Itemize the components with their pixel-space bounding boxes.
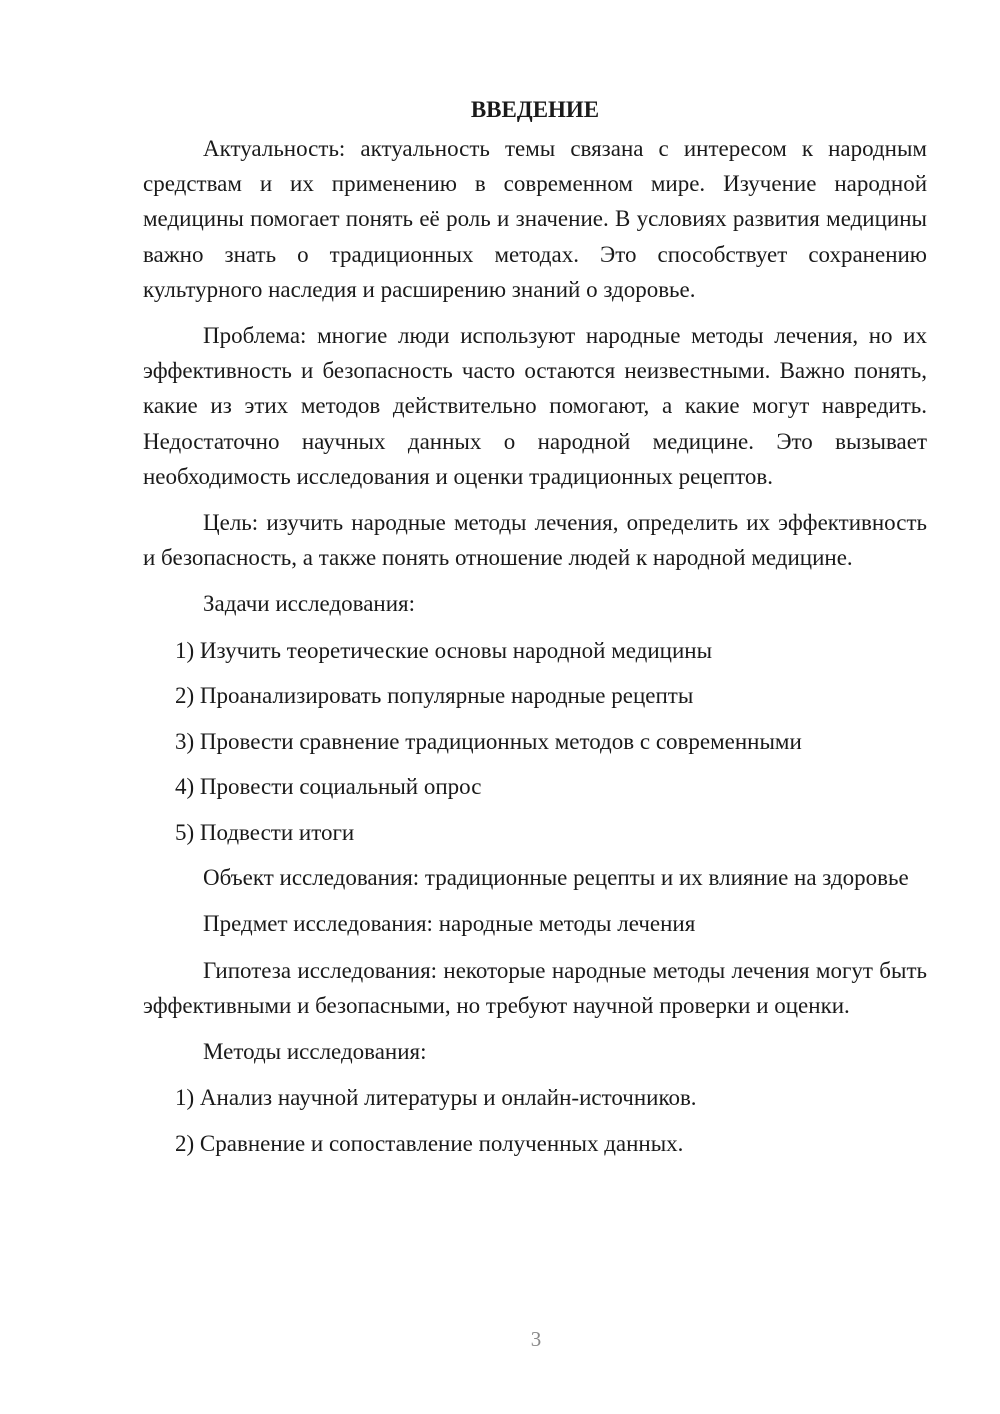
problem-paragraph: Проблема: многие люди используют народные методы лечения, но их эффективность и безопасность часто остаются неизвестными. Важно понять, какие из этих методов действительно помогают, а какие могут навредить. Недостаточно научных данных о народной медицине. Это вызывает необходимость исследования и оценки традиционных рецептов. — [143, 323, 927, 489]
section-heading: ВВЕДЕНИЕ — [470, 97, 600, 122]
methods-title: Методы исследования: — [203, 1038, 427, 1064]
page-number: 3 — [530, 1327, 542, 1351]
task-item: 5) Подвести итоги — [175, 819, 355, 845]
task-item: 2) Проанализировать популярные народные рецепты — [175, 683, 694, 709]
task-item: 3) Провести сравнение традиционных методов с современными — [175, 728, 802, 754]
goal-paragraph: Цель: изучить народные методы лечения, определить их эффективность и безопасность, а также понять отношение людей к народной медицине. — [143, 510, 927, 571]
hypothesis-paragraph: Гипотеза исследования: некоторые народные методы лечения могут быть эффективными и безопасными, но требуют научной проверки и оценки. — [143, 957, 927, 1018]
task-item: 1) Изучить теоретические основы народной медицины — [175, 637, 713, 663]
task-item: 4) Провести социальный опрос — [175, 774, 482, 800]
method-item: 2) Сравнение и сопоставление полученных данных. — [175, 1130, 684, 1156]
subject-paragraph: Предмет исследования: народные методы лечения — [203, 911, 696, 937]
relevance-paragraph: Актуальность: актуальность темы связана с интересом к народным средствам и их применению в современном мире. Изучение народной медицины помогает понять её роль и значение. В условиях развития медицины важно знать о традиционных методах. Это способствует сохранению культурного наследия и расширению знаний о здоровье. — [143, 136, 927, 302]
tasks-title: Задачи исследования: — [203, 591, 416, 617]
page-content — [143, 92, 927, 1171]
object-paragraph: Объект исследования: традиционные рецепты и их влияние на здоровье — [203, 865, 909, 891]
method-item: 1) Анализ научной литературы и онлайн-источников. — [175, 1085, 697, 1111]
